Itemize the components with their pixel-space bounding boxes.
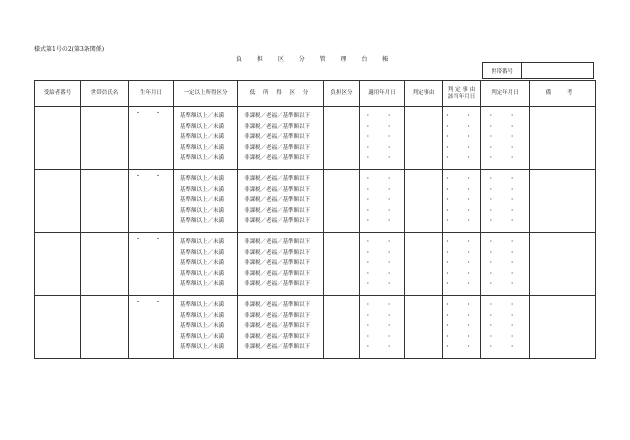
low-income-cell-lines [238,107,323,164]
income-over-cell-line: 基準額以上／未満 [180,197,225,204]
recipient-no-cell[interactable] [35,296,81,359]
judge-date-cell-line: ・ ・ [488,186,522,193]
income-over-cell-lines [174,170,237,227]
apply-date-cell-line: ・ ・ [365,344,399,351]
apply-date-cell[interactable] [360,296,405,359]
low-income-cell-line: 非課税／老福／基準額以下 [244,155,311,162]
apply-date-cell-line: ・ ・ [365,144,399,151]
judge-reason-date-cell-line: ・ ・ [444,260,479,267]
ledger-group-row [35,296,596,359]
judge-reason-date-cell-line: ・ ・ [444,270,479,277]
household-head-cell[interactable] [81,233,129,296]
low-income-cell-line: 非課税／老福／基準額以下 [244,144,311,151]
low-income-cell-line: 非課税／老福／基準額以下 [244,323,311,330]
income-over-cell-line: 基準額以上／未満 [180,207,225,214]
ledger-body [35,107,596,359]
income-over-cell-line: 基準額以上／未満 [180,239,225,245]
income-over-cell-line: 基準額以上／未満 [180,113,225,119]
judge-reason-date-cell-line: ・ ・ [444,113,479,119]
apply-date-cell-lines [360,107,404,164]
low-income-cell-line: 非課税／老福／基準額以下 [244,176,311,182]
judge-date-cell-line: ・ ・ [488,239,522,245]
income-over-cell[interactable] [174,296,238,359]
judge-date-cell-line: ・ ・ [488,302,522,308]
income-over-cell[interactable] [174,170,238,233]
judge-date-cell-line: ・ ・ [488,344,522,351]
judge-reason-date-cell-line: ・ ・ [444,333,479,340]
remarks-cell[interactable] [530,296,596,359]
income-over-cell-line: 基準額以上／未満 [180,218,225,225]
low-income-cell-line: 非課税／老福／基準額以下 [244,270,311,277]
income-over-cell-line: 基準額以上／未満 [180,270,225,277]
income-over-cell-line: 基準額以上／未満 [180,333,225,340]
judge-reason-date-cell-lines [443,107,480,164]
judge-date-cell-line: ・ ・ [488,323,522,330]
income-over-cell-line: 基準額以上／未満 [180,155,225,162]
page-title: 負 担 区 分 管 理 台 帳 [236,56,395,63]
judge-reason-date-cell[interactable] [443,296,481,359]
low-income-cell-line: 非課税／老福／基準額以下 [244,239,311,245]
judge-date-cell-line: ・ ・ [488,312,522,319]
apply-date-cell-line: ・ ・ [365,333,399,340]
burden-cell[interactable] [324,170,360,233]
burden-cell[interactable] [324,296,360,359]
low-income-cell-line: 非課税／老福／基準額以下 [244,186,311,193]
judge-reason-date-cell-lines [443,233,480,290]
apply-date-cell-line: ・ ・ [365,218,399,225]
low-income-cell-line: 非課税／老福／基準額以下 [244,333,311,340]
judge-date-cell-line: ・ ・ [488,281,522,288]
apply-date-cell-line: ・ ・ [365,123,399,130]
judge-reason-date-cell-line: ・ ・ [444,239,479,245]
low-income-cell[interactable] [238,170,324,233]
header-row [35,81,596,107]
apply-date-cell-lines [360,170,404,227]
apply-date-cell-line: ・ ・ [365,270,399,277]
burden-cell[interactable] [324,107,360,170]
household-head-cell[interactable] [81,296,129,359]
income-over-cell-line: 基準額以上／未満 [180,176,225,182]
header-burden: 負担区分 [324,81,360,107]
income-over-cell-line: 基準額以上／未満 [180,260,225,267]
header-judge-reason-date-line1: 判 定 事 由 [447,86,476,93]
judge-reason-date-cell-line: ・ ・ [444,123,479,130]
apply-date-cell[interactable] [360,170,405,233]
birth-date-marker: ・ ・ [135,299,167,306]
income-over-cell-line: 基準額以上／未満 [180,144,225,151]
low-income-cell-line: 非課税／老福／基準額以下 [244,281,311,288]
apply-date-cell-line: ・ ・ [365,260,399,267]
ledger-group-row [35,170,596,233]
judge-date-cell-line: ・ ・ [488,144,522,151]
low-income-cell[interactable] [238,107,324,170]
remarks-cell[interactable] [530,107,596,170]
judge-date-cell-line: ・ ・ [488,207,522,214]
apply-date-cell-line: ・ ・ [365,155,399,162]
header-income-over: 一定以上所得区分 [174,81,238,107]
low-income-cell-line: 非課税／老福／基準額以下 [244,113,311,119]
income-over-cell-line: 基準額以上／未満 [180,249,225,256]
birth-date-cell[interactable] [129,107,174,170]
header-recipient-no: 受給者番号 [35,81,81,107]
judge-date-cell-line: ・ ・ [488,176,522,182]
apply-date-cell-line: ・ ・ [365,197,399,204]
header-remarks: 備 考 [530,81,596,107]
income-over-cell-line: 基準額以上／未満 [180,186,225,193]
low-income-cell-line: 非課税／老福／基準額以下 [244,302,311,308]
low-income-cell-line: 非課税／老福／基準額以下 [244,249,311,256]
low-income-cell-line: 非課税／老福／基準額以下 [244,260,311,267]
header-judge-date: 判定年月日 [481,81,530,107]
low-income-cell-lines [238,233,323,290]
apply-date-cell-lines [360,296,404,353]
recipient-no-cell[interactable] [35,233,81,296]
judge-reason-date-cell-line: ・ ・ [444,207,479,214]
apply-date-cell[interactable] [360,233,405,296]
burden-ledger-table [34,80,596,359]
header-judge-reason-date [443,81,481,107]
low-income-cell-lines [238,170,323,227]
judge-reason-date-cell[interactable] [443,170,481,233]
income-over-cell[interactable] [174,233,238,296]
judge-reason-cell[interactable] [405,296,443,359]
judge-reason-date-cell-line: ・ ・ [444,176,479,182]
apply-date-cell-line: ・ ・ [365,323,399,330]
low-income-cell-line: 非課税／老福／基準額以下 [244,123,311,130]
judge-date-cell[interactable] [481,170,530,233]
judge-date-cell-line: ・ ・ [488,113,522,119]
birth-date-marker: ・ ・ [135,110,167,117]
judge-reason-date-cell-line: ・ ・ [444,312,479,319]
household-number-label: 世帯番号 [483,63,522,78]
judge-reason-date-cell-line: ・ ・ [444,155,479,162]
birth-date-marker: ・ ・ [135,236,167,243]
apply-date-cell-line: ・ ・ [365,186,399,193]
income-over-cell-lines [174,233,237,290]
income-over-cell-lines [174,296,237,353]
judge-date-cell-line: ・ ・ [488,197,522,204]
header-judge-reason-date-line2: 該当年月日 [447,93,476,100]
recipient-no-cell[interactable] [35,170,81,233]
judge-date-cell-line: ・ ・ [488,134,522,141]
judge-reason-date-cell-line: ・ ・ [444,323,479,330]
low-income-cell-line: 非課税／老福／基準額以下 [244,218,311,225]
judge-reason-date-cell[interactable] [443,107,481,170]
income-over-cell-line: 基準額以上／未満 [180,281,225,288]
judge-date-cell[interactable] [481,233,530,296]
low-income-cell-line: 非課税／老福／基準額以下 [244,344,311,351]
remarks-cell[interactable] [530,170,596,233]
judge-reason-date-cell-lines [443,170,480,227]
household-head-cell[interactable] [81,107,129,170]
low-income-cell[interactable] [238,296,324,359]
judge-date-cell-line: ・ ・ [488,270,522,277]
apply-date-cell-line: ・ ・ [365,134,399,141]
burden-cell[interactable] [324,233,360,296]
low-income-cell-lines [238,296,323,353]
judge-date-cell-line: ・ ・ [488,260,522,267]
judge-date-cell-line: ・ ・ [488,155,522,162]
income-over-cell-line: 基準額以上／未満 [180,323,225,330]
household-head-cell[interactable] [81,170,129,233]
judge-reason-date-cell-line: ・ ・ [444,134,479,141]
household-number-field[interactable] [522,63,593,78]
judge-reason-date-cell-line: ・ ・ [444,281,479,288]
low-income-cell-line: 非課税／老福／基準額以下 [244,134,311,141]
judge-date-cell-line: ・ ・ [488,123,522,130]
birth-date-marker: ・ ・ [135,173,167,180]
judge-date-cell-line: ・ ・ [488,218,522,225]
judge-reason-date-cell-line: ・ ・ [444,249,479,256]
judge-reason-date-cell-line: ・ ・ [444,218,479,225]
apply-date-cell-line: ・ ・ [365,113,399,119]
income-over-cell-lines [174,107,237,164]
ledger-group-row [35,107,596,170]
apply-date-cell-line: ・ ・ [365,176,399,182]
header-low-income: 低 所 得 区 分 [238,81,324,107]
apply-date-cell-line: ・ ・ [365,239,399,245]
judge-reason-date-cell-line: ・ ・ [444,302,479,308]
apply-date-cell-line: ・ ・ [365,312,399,319]
low-income-cell-line: 非課税／老福／基準額以下 [244,312,311,319]
judge-date-cell-lines [481,296,529,353]
apply-date-cell-line: ・ ・ [365,207,399,214]
judge-reason-date-cell[interactable] [443,233,481,296]
income-over-cell-line: 基準額以上／未満 [180,302,225,308]
recipient-no-cell[interactable] [35,107,81,170]
birth-date-cell[interactable] [129,233,174,296]
apply-date-cell[interactable] [360,107,405,170]
apply-date-cell-line: ・ ・ [365,281,399,288]
header-household-head: 世帯員氏名 [81,81,129,107]
birth-date-cell[interactable] [129,296,174,359]
ledger-group-row [35,233,596,296]
judge-date-cell-line: ・ ・ [488,249,522,256]
apply-date-cell-line: ・ ・ [365,249,399,256]
apply-date-cell-lines [360,233,404,290]
income-over-cell-line: 基準額以上／未満 [180,134,225,141]
income-over-cell-line: 基準額以上／未満 [180,344,225,351]
judge-date-cell-lines [481,170,529,227]
income-over-cell[interactable] [174,107,238,170]
low-income-cell-line: 非課税／老福／基準額以下 [244,197,311,204]
judge-reason-date-cell-lines [443,296,480,353]
header-apply-date: 適用年月日 [360,81,405,107]
low-income-cell[interactable] [238,233,324,296]
judge-date-cell-lines [481,107,529,164]
judge-reason-date-cell-line: ・ ・ [444,186,479,193]
birth-date-cell[interactable] [129,170,174,233]
remarks-cell[interactable] [530,233,596,296]
judge-date-cell-lines [481,233,529,290]
household-number-box [482,62,594,79]
apply-date-cell-line: ・ ・ [365,302,399,308]
header-judge-reason: 判定事由 [405,81,443,107]
judge-reason-cell[interactable] [405,107,443,170]
income-over-cell-line: 基準額以上／未満 [180,312,225,319]
low-income-cell-line: 非課税／老福／基準額以下 [244,207,311,214]
judge-date-cell-line: ・ ・ [488,333,522,340]
judge-reason-date-cell-line: ・ ・ [444,344,479,351]
judge-reason-cell[interactable] [405,233,443,296]
judge-reason-date-cell-line: ・ ・ [444,197,479,204]
header-birth-date: 生年月日 [129,81,174,107]
judge-reason-date-cell-line: ・ ・ [444,144,479,151]
judge-reason-cell[interactable] [405,170,443,233]
judge-date-cell[interactable] [481,296,530,359]
form-id: 様式第1号の2(第3条関係) [34,46,105,53]
income-over-cell-line: 基準額以上／未満 [180,123,225,130]
judge-date-cell[interactable] [481,107,530,170]
